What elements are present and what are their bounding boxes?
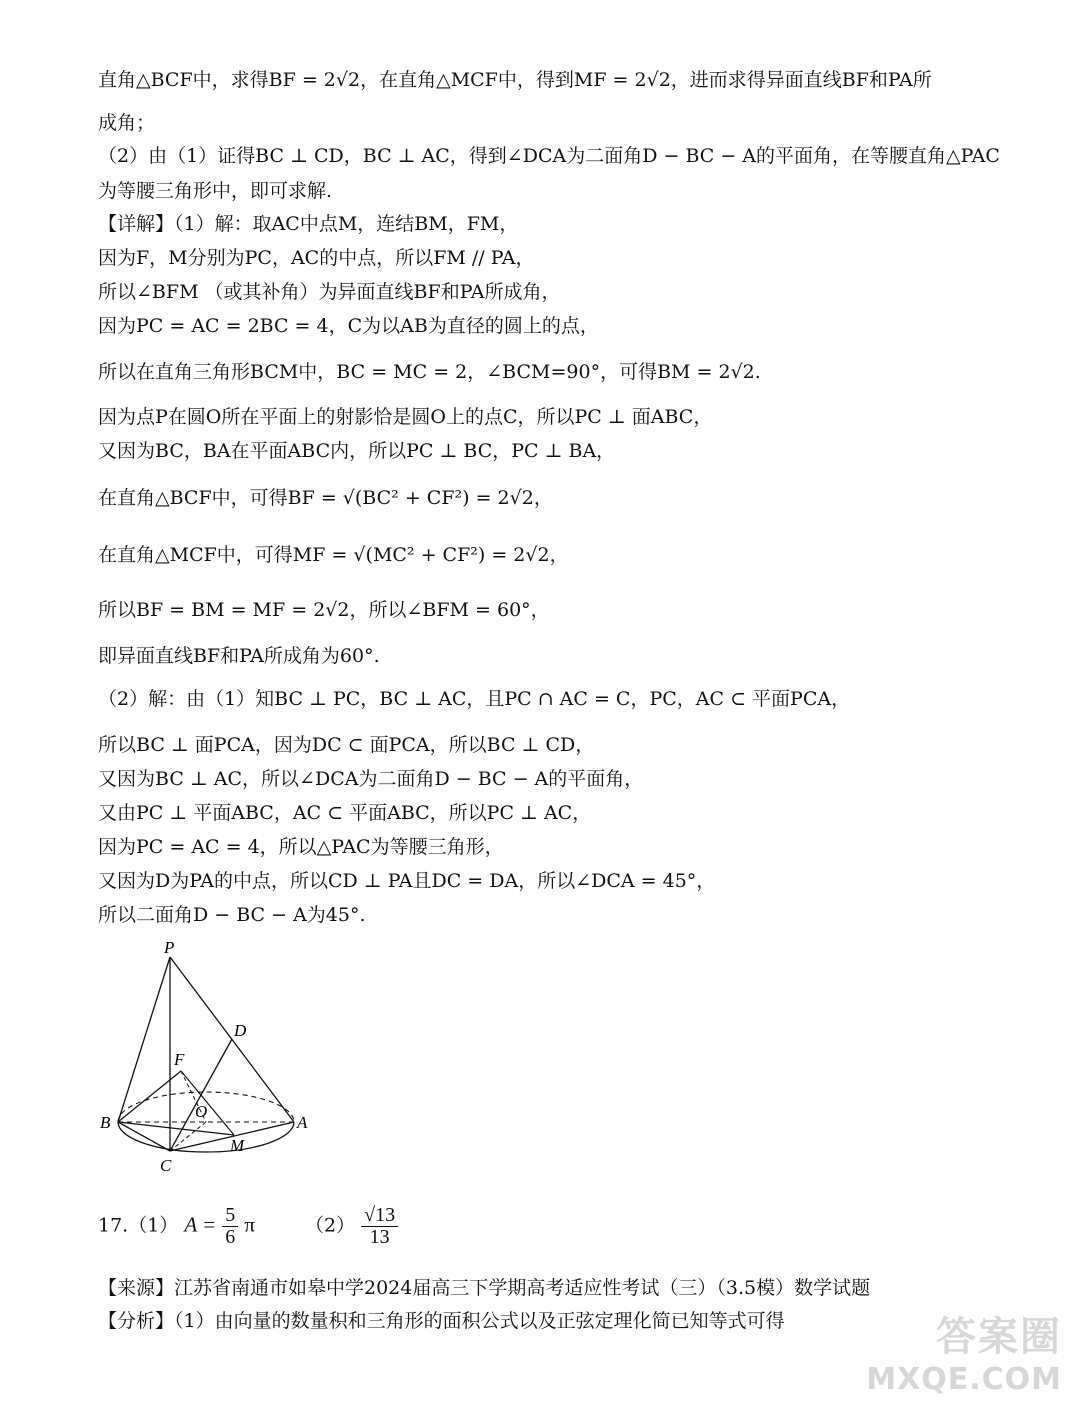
label-O: O [195, 1102, 208, 1121]
text-line: 因为点P在圆O所在平面上的射影恰是圆O上的点C，所以PC ⊥ 面ABC， [98, 406, 713, 428]
cone-geometry-figure [92, 935, 322, 1185]
segment-FM [181, 1071, 234, 1135]
answer-17-b-numerator: √13 [361, 1205, 398, 1227]
text-line: 所以BF = BM = MF = 2√2，所以∠BFM = 60°， [98, 599, 550, 621]
answer-17-a-numerator: 5 [222, 1205, 238, 1227]
answer-17-part2-label: （2） [305, 1214, 356, 1237]
label-M: M [230, 1136, 245, 1155]
text-line: 所以在直角三角形BCM中，BC = MC = 2，∠BCM=90°，可得BM = 2√2. [98, 361, 761, 383]
watermark-url: MXQE.COM [866, 1362, 1062, 1397]
text-line: 所以BC ⊥ 面PCA，因为DC ⊂ 面PCA，所以BC ⊥ CD， [98, 734, 595, 756]
text-line: 为等腰三角形中，即可求解. [98, 180, 333, 202]
segment-BF [118, 1071, 181, 1122]
text-line: 在直角△BCF中，可得BF = √(BC² + CF²) = 2√2， [98, 487, 553, 509]
text-line: 因为F，M分别为PC，AC的中点，所以FM // PA， [98, 247, 535, 269]
cone-figure-svg [92, 935, 322, 1180]
label-F: F [174, 1050, 185, 1069]
text-line: 【分析】（1）由向量的数量积和三角形的面积公式以及正弦定理化简已知等式可得 [98, 1310, 785, 1332]
text-line: 在直角△MCF中，可得MF = √(MC² + CF²) = 2√2， [98, 544, 569, 566]
label-A: A [297, 1113, 308, 1132]
text-line: 成角； [98, 112, 156, 134]
segment-PB [118, 957, 170, 1122]
watermark-logo-text: 答案圈 [936, 1314, 1062, 1360]
text-line: 又因为BC，BA在平面ABC内，所以PC ⊥ BC，PC ⊥ BA， [98, 440, 616, 462]
text-line: （2）由（1）证得BC ⊥ CD，BC ⊥ AC，得到∠DCA为二面角D − BC − A的平面角，在等腰直角△PAC [98, 145, 1000, 167]
text-line: 因为PC = AC = 2BC = 4，C为以AB为直径的圆上的点， [98, 315, 599, 337]
text-line: 又因为BC ⊥ AC，所以∠DCA为二面角D − BC − A的平面角， [98, 768, 644, 790]
answer-17-a-denominator: 6 [225, 1226, 236, 1248]
label-B: B [100, 1113, 111, 1132]
answer-17-a-unit: π [244, 1212, 255, 1237]
answer-17-a-lhs: A = [184, 1212, 217, 1237]
answer-17 [98, 1205, 398, 1248]
text-line: 【来源】江苏省南通市如皋中学2024届高三下学期高考适应性考试（三）（3.5模）数学试题 [98, 1277, 871, 1299]
text-line: 因为PC = AC = 4，所以△PAC为等腰三角形， [98, 836, 504, 858]
site-watermark [866, 1305, 1062, 1397]
answer-17-b-fraction [361, 1205, 398, 1248]
text-line: 直角△BCF中，求得BF = 2√2，在直角△MCF中，得到MF = 2√2，进而求得异面直线BF和PA所 [98, 69, 932, 91]
answer-17-label: 17.（1） [98, 1214, 179, 1237]
text-line: （2）解：由（1）知BC ⊥ PC，BC ⊥ AC，且PC ∩ AC = C，PC，AC ⊂ 平面PCA， [98, 688, 851, 710]
segment-BM [118, 1122, 234, 1135]
label-D: D [234, 1021, 247, 1040]
text-line: 所以二面角D − BC − A为45°. [98, 904, 366, 926]
text-line: 即异面直线BF和PA所成角为60°. [98, 645, 380, 667]
label-P: P [164, 938, 175, 957]
answer-17-a-fraction [222, 1205, 238, 1248]
answer-17-b-denominator: 13 [369, 1226, 390, 1248]
label-C: C [160, 1156, 172, 1175]
text-line: 所以∠BFM （或其补角）为异面直线BF和PA所成角， [98, 281, 561, 303]
text-line: 又因为D为PA的中点，所以CD ⊥ PA且DC = DA，所以∠DCA = 45°， [98, 870, 716, 892]
text-line: 【详解】（1）解：取AC中点M，连结BM，FM， [98, 213, 519, 235]
text-line: 又由PC ⊥ 平面ABC，AC ⊂ 平面ABC，所以PC ⊥ AC， [98, 802, 592, 824]
